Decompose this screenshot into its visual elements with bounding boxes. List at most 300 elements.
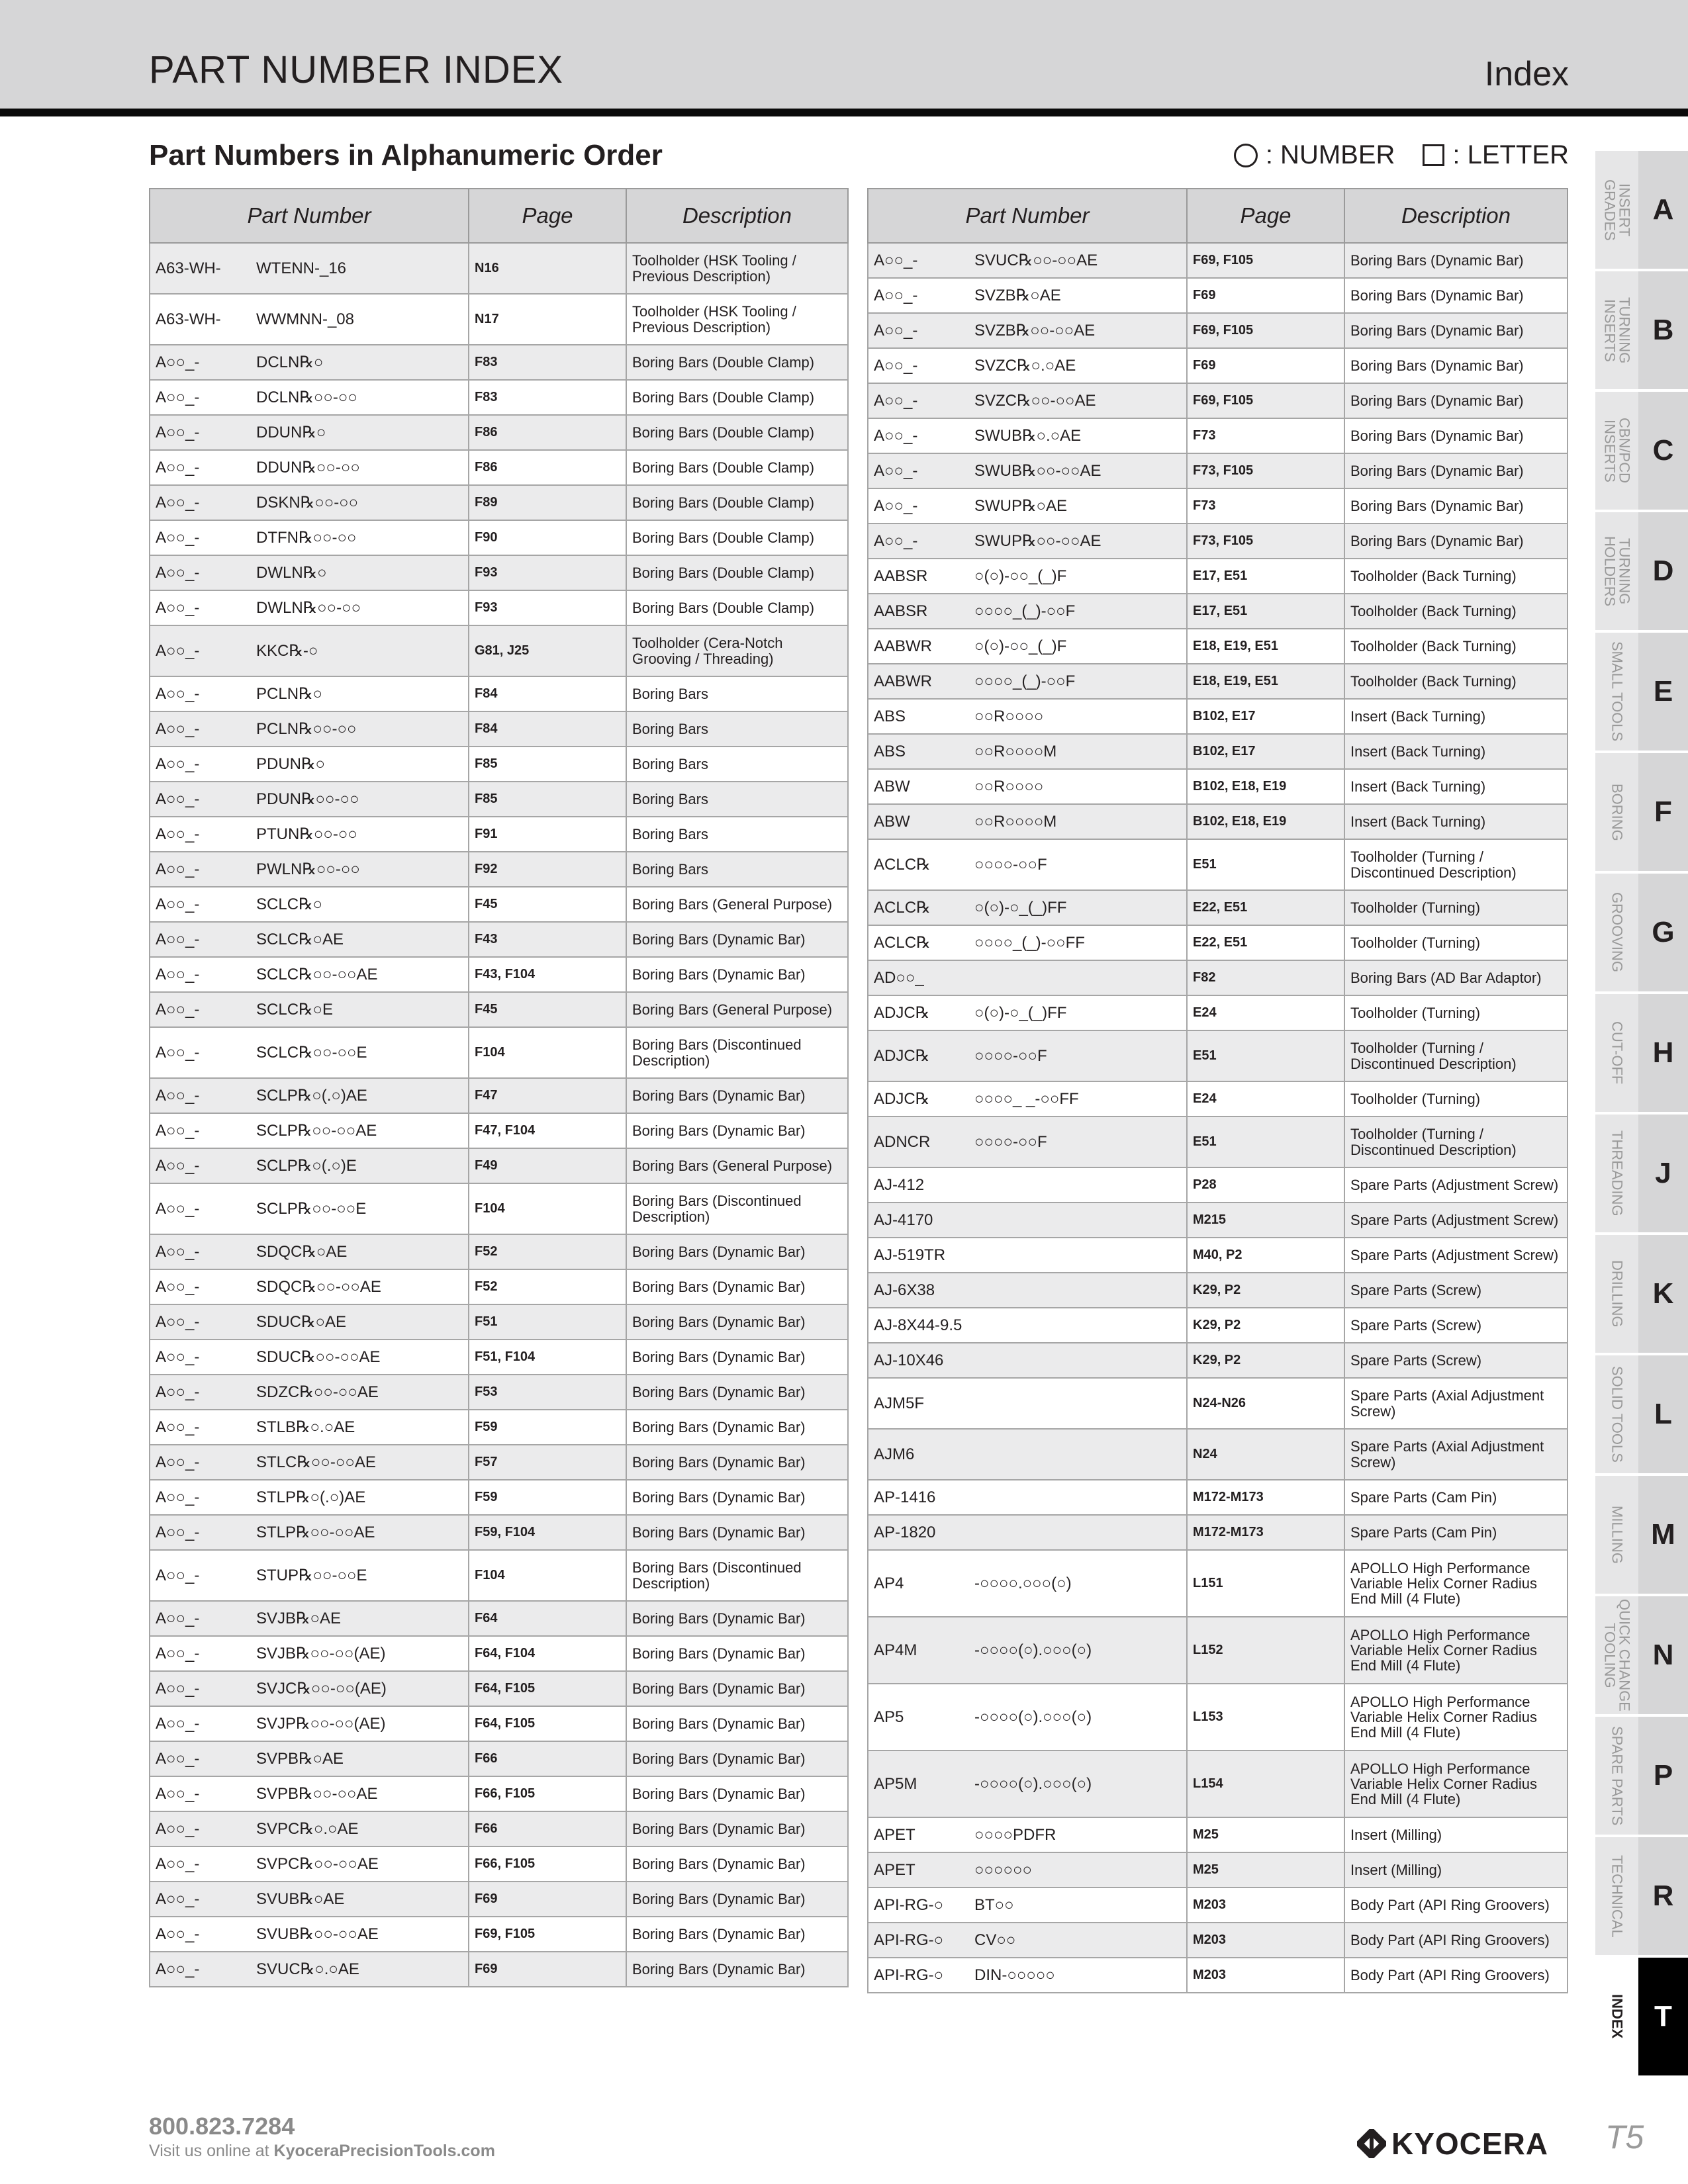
part-prefix: AABSR: [874, 602, 928, 620]
part-suffix: DCLN℞○: [256, 353, 324, 371]
part-suffix: SVJP℞○○-○○(AE): [256, 1714, 386, 1733]
part-number-cell: [150, 450, 469, 485]
table-row: [868, 383, 1568, 418]
part-prefix: AJM5F: [874, 1394, 925, 1412]
part-prefix: A○○_-: [874, 321, 918, 340]
part-prefix: A○○_-: [156, 1609, 200, 1627]
table-row: [150, 782, 848, 817]
description-cell: Boring Bars (Dynamic Bar): [626, 1952, 848, 1987]
part-prefix: AABWR: [874, 637, 933, 655]
section-title: Part Numbers in Alphanumeric Order: [149, 139, 663, 171]
part-prefix: APET: [874, 1825, 915, 1844]
section-tab-t[interactable]: [1595, 1958, 1688, 2075]
page-ref-cell: F66: [469, 1741, 626, 1776]
part-suffix: -○○○○.○○○(○): [974, 1574, 1072, 1592]
part-number-cell: [868, 1167, 1187, 1203]
part-suffix: DDUN℞○○-○○: [256, 458, 360, 477]
page-ref-cell: F64: [469, 1601, 626, 1636]
section-tab-c[interactable]: [1595, 392, 1688, 510]
part-suffix: SWUB℞○.○AE: [974, 426, 1082, 445]
page-ref-cell: E17, E51: [1187, 594, 1344, 629]
part-number-cell: [868, 734, 1187, 769]
section-tab-label: TURNING HOLDERS: [1601, 535, 1633, 607]
description-cell: Boring Bars (Dynamic Bar): [626, 1304, 848, 1340]
part-prefix: A○○_-: [156, 493, 200, 512]
description-cell: Boring Bars (Dynamic Bar): [626, 1445, 848, 1480]
section-tab-label: TECHNICAL: [1609, 1854, 1626, 1938]
part-prefix: A○○_-: [156, 1242, 200, 1261]
part-suffix: ○○R○○○○M: [974, 812, 1057, 831]
part-suffix: SVUC℞○.○AE: [256, 1960, 359, 1978]
part-prefix: API-RG-○: [874, 1931, 944, 1949]
description-cell: Boring Bars (Double Clamp): [626, 555, 848, 590]
table-row: [150, 992, 848, 1027]
page-ref-cell: N24: [1187, 1429, 1344, 1480]
section-tab-label: SPARE PARTS: [1609, 1725, 1626, 1826]
part-number-cell: [150, 1917, 469, 1952]
page-ref-cell: F49: [469, 1148, 626, 1183]
table-row: [868, 890, 1568, 925]
section-tab-a[interactable]: [1595, 151, 1688, 269]
description-cell: Boring Bars (Dynamic Bar): [1344, 278, 1568, 313]
part-suffix: PTUN℞○○-○○: [256, 825, 357, 843]
section-tab-letter: T: [1638, 1958, 1688, 2075]
section-tab-m[interactable]: [1595, 1476, 1688, 1594]
part-prefix: A○○_-: [874, 461, 918, 480]
description-cell: Toolholder (Back Turning): [1344, 594, 1568, 629]
part-number-cell: [868, 1081, 1187, 1116]
part-suffix: DWLN℞○: [256, 563, 327, 582]
part-suffix: DDUN℞○: [256, 423, 326, 441]
footer-visit: [149, 2142, 495, 2161]
part-prefix: A○○_-: [156, 423, 200, 441]
page-number: T5: [1605, 2118, 1644, 2156]
table-row: [868, 1684, 1568, 1751]
part-number-cell: [150, 590, 469, 625]
part-suffix: SVZB℞○○-○○AE: [974, 321, 1096, 340]
page-ref-cell: F57: [469, 1445, 626, 1480]
part-number-cell: [150, 243, 469, 294]
description-cell: Boring Bars: [626, 852, 848, 887]
part-prefix: ABW: [874, 812, 910, 831]
page-ref-cell: F89: [469, 485, 626, 520]
part-suffix: SVJB℞○AE: [256, 1609, 342, 1627]
part-number-cell: [150, 676, 469, 711]
table-row: [868, 1480, 1568, 1515]
section-tab-label: GROOVING: [1609, 892, 1626, 973]
table-row: [868, 453, 1568, 488]
page-ref-cell: P28: [1187, 1167, 1344, 1203]
part-prefix: A○○_-: [156, 1312, 200, 1331]
section-tab-b[interactable]: [1595, 271, 1688, 389]
table-row: [150, 1811, 848, 1846]
table-row: [150, 711, 848, 747]
table-row: [150, 1340, 848, 1375]
table-row: [150, 1776, 848, 1811]
part-number-cell: [150, 1515, 469, 1550]
table-row: [868, 1429, 1568, 1480]
part-number-cell: [868, 1116, 1187, 1167]
page-ref-cell: F45: [469, 992, 626, 1027]
part-prefix: AP5M: [874, 1774, 917, 1793]
table-row: [150, 1706, 848, 1741]
table-row: [150, 485, 848, 520]
page-ref-cell: F64, F104: [469, 1636, 626, 1671]
description-cell: Boring Bars (Dynamic Bar): [626, 1515, 848, 1550]
part-suffix: SVPB℞○AE: [256, 1749, 344, 1768]
page-ref-cell: F69, F105: [1187, 313, 1344, 348]
page-ref-cell: F69, F105: [1187, 243, 1344, 278]
symbol-legend: [1234, 140, 1569, 170]
page-ref-cell: B102, E17: [1187, 734, 1344, 769]
table-row: [150, 1515, 848, 1550]
description-cell: Boring Bars (General Purpose): [626, 1148, 848, 1183]
part-prefix: A○○_-: [156, 563, 200, 582]
part-prefix: AJM6: [874, 1445, 915, 1463]
part-number-cell: [868, 383, 1187, 418]
page-ref-cell: F69, F105: [469, 1917, 626, 1952]
part-number-cell: [868, 1238, 1187, 1273]
description-cell: Boring Bars (Dynamic Bar): [626, 1078, 848, 1113]
part-prefix: A○○_-: [156, 1277, 200, 1296]
description-cell: Spare Parts (Adjustment Screw): [1344, 1203, 1568, 1238]
description-cell: Insert (Back Turning): [1344, 804, 1568, 839]
description-cell: Insert (Milling): [1344, 1817, 1568, 1852]
part-table-right: [867, 188, 1568, 1993]
section-tab-letter: B: [1638, 271, 1688, 389]
part-suffix: SDUC℞○AE: [256, 1312, 347, 1331]
page-ref-cell: F64, F105: [469, 1706, 626, 1741]
part-suffix: SCLP℞○○-○○AE: [256, 1121, 377, 1140]
table-row: [868, 1751, 1568, 1817]
page-ref-cell: F104: [469, 1183, 626, 1234]
part-number-cell: [150, 1952, 469, 1987]
page-ref-cell: F66, F105: [469, 1846, 626, 1882]
table-row: [150, 922, 848, 957]
section-tab-label: DRILLING: [1609, 1260, 1626, 1328]
part-prefix: AJ-4170: [874, 1210, 933, 1229]
part-prefix: ADJC℞: [874, 1046, 930, 1065]
section-tab-l[interactable]: [1595, 1355, 1688, 1473]
section-tabs: [1595, 151, 1688, 2078]
page-ref-cell: F47: [469, 1078, 626, 1113]
part-prefix: AABSR: [874, 567, 928, 585]
part-prefix: AJ-8X44-9.5: [874, 1316, 962, 1334]
section-tab-letter: G: [1638, 874, 1688, 991]
table-row: [150, 1304, 848, 1340]
part-suffix: ○○○○-○○F: [974, 1046, 1047, 1065]
table-row: [150, 1882, 848, 1917]
description-cell: Toolholder (HSK Tooling / Previous Description): [626, 243, 848, 294]
description-cell: Boring Bars (Dynamic Bar): [626, 1234, 848, 1269]
description-cell: Boring Bars (Dynamic Bar): [626, 1480, 848, 1515]
part-number-cell: [868, 313, 1187, 348]
part-number-cell: [868, 1550, 1187, 1617]
page-title: PART NUMBER INDEX: [149, 48, 564, 91]
table-row: [150, 1601, 848, 1636]
page-ref-cell: F59: [469, 1480, 626, 1515]
description-cell: Boring Bars (Dynamic Bar): [626, 1636, 848, 1671]
part-suffix: ○(○)-○○_(_)F: [974, 567, 1067, 585]
column-header-page: Page: [1187, 189, 1344, 243]
page-ref-cell: F104: [469, 1550, 626, 1601]
section-label: Index: [1484, 55, 1569, 93]
description-cell: Boring Bars: [626, 782, 848, 817]
part-suffix: SCLC℞○○-○○E: [256, 1043, 367, 1062]
description-cell: Boring Bars (Dynamic Bar): [626, 1340, 848, 1375]
part-prefix: A○○_-: [156, 790, 200, 808]
description-cell: Boring Bars (Double Clamp): [626, 415, 848, 450]
section-tab-letter: F: [1638, 753, 1688, 871]
part-number-cell: [150, 485, 469, 520]
section-tab-k[interactable]: [1595, 1235, 1688, 1353]
part-suffix: SCLC℞○AE: [256, 930, 344, 948]
part-prefix: AJ-412: [874, 1175, 925, 1194]
section-tab-f[interactable]: [1595, 753, 1688, 871]
part-number-cell: [868, 1343, 1187, 1378]
description-cell: Spare Parts (Axial Adjustment Screw): [1344, 1378, 1568, 1429]
part-suffix: ○○○○PDFR: [974, 1825, 1056, 1844]
page-ref-cell: L151: [1187, 1550, 1344, 1617]
part-number-cell: [150, 1027, 469, 1078]
section-tab-letter: M: [1638, 1476, 1688, 1594]
part-prefix: A○○_-: [156, 458, 200, 477]
table-row: [150, 1952, 848, 1987]
part-prefix: AP-1416: [874, 1488, 936, 1506]
part-prefix: A○○_-: [874, 251, 918, 269]
part-suffix: PCLN℞○○-○○: [256, 719, 357, 738]
part-number-cell: [868, 418, 1187, 453]
part-prefix: A○○_-: [156, 1199, 200, 1218]
section-tab-label: SOLID TOOLS: [1609, 1366, 1626, 1463]
part-suffix: SCLP℞○(.○)AE: [256, 1086, 367, 1105]
section-tab-h[interactable]: [1595, 994, 1688, 1112]
page-ref-cell: F52: [469, 1269, 626, 1304]
section-tab-j[interactable]: [1595, 1115, 1688, 1232]
part-prefix: A○○_-: [156, 1819, 200, 1838]
footer-website-link[interactable]: KyoceraPrecisionTools.com: [273, 2142, 495, 2160]
page-ref-cell: E18, E19, E51: [1187, 629, 1344, 664]
description-cell: Boring Bars (Dynamic Bar): [626, 1269, 848, 1304]
table-row: [868, 1203, 1568, 1238]
page-ref-cell: F45: [469, 887, 626, 922]
legend-number-label: : NUMBER: [1265, 140, 1395, 169]
page-ref-cell: F86: [469, 450, 626, 485]
description-cell: Spare Parts (Cam Pin): [1344, 1480, 1568, 1515]
section-tab-n[interactable]: [1595, 1596, 1688, 1714]
part-suffix: PDUN℞○: [256, 754, 326, 773]
page-ref-cell: K29, P2: [1187, 1273, 1344, 1308]
part-number-cell: [150, 1375, 469, 1410]
part-prefix: A○○_-: [156, 1889, 200, 1908]
part-number-cell: [868, 1751, 1187, 1817]
table-row: [868, 925, 1568, 960]
part-prefix: A○○_-: [156, 1488, 200, 1506]
part-prefix: A○○_-: [156, 388, 200, 406]
part-suffix: PDUN℞○○-○○: [256, 790, 359, 808]
part-number-cell: [150, 1148, 469, 1183]
section-tab-label: INSERT GRADES: [1601, 179, 1633, 241]
page-ref-cell: F52: [469, 1234, 626, 1269]
page-ref-cell: F66, F105: [469, 1776, 626, 1811]
page-ref-cell: E51: [1187, 839, 1344, 890]
section-tab-g[interactable]: [1595, 874, 1688, 991]
description-cell: Toolholder (Turning / Discontinued Description): [1344, 839, 1568, 890]
table-row: [868, 1888, 1568, 1923]
description-cell: Boring Bars: [626, 817, 848, 852]
description-cell: Boring Bars (Dynamic Bar): [1344, 243, 1568, 278]
part-number-cell: [150, 555, 469, 590]
part-prefix: A○○_-: [156, 754, 200, 773]
page-ref-cell: F53: [469, 1375, 626, 1410]
description-cell: Toolholder (Turning): [1344, 925, 1568, 960]
part-suffix: ○○R○○○○: [974, 777, 1044, 796]
table-row: [150, 1078, 848, 1113]
page-ref-cell: F73: [1187, 488, 1344, 523]
part-prefix: A○○_-: [156, 930, 200, 948]
description-cell: Body Part (API Ring Groovers): [1344, 1923, 1568, 1958]
part-number-cell: [868, 1308, 1187, 1343]
description-cell: Boring Bars (Double Clamp): [626, 590, 848, 625]
page-ref-cell: F84: [469, 676, 626, 711]
part-prefix: AP5: [874, 1707, 904, 1726]
section-tab-letter: R: [1638, 1837, 1688, 1955]
part-suffix: -○○○○(○).○○○(○): [974, 1707, 1092, 1726]
description-cell: Boring Bars (Dynamic Bar): [626, 1601, 848, 1636]
description-cell: Toolholder (Back Turning): [1344, 629, 1568, 664]
part-number-cell: [150, 1304, 469, 1340]
description-cell: APOLLO High Performance Variable Helix Corner Radius End Mill (4 Flute): [1344, 1550, 1568, 1617]
page-ref-cell: G81, J25: [469, 625, 626, 676]
section-tab-r[interactable]: [1595, 1837, 1688, 1955]
description-cell: Boring Bars (Dynamic Bar): [626, 1882, 848, 1917]
part-prefix: ABS: [874, 707, 906, 725]
part-number-cell: [150, 817, 469, 852]
part-suffix: SCLC℞○: [256, 895, 323, 913]
section-tab-label: MILLING: [1609, 1505, 1626, 1565]
part-prefix: ACLC℞: [874, 933, 931, 952]
table-row: [868, 995, 1568, 1030]
page-ref-cell: M203: [1187, 1958, 1344, 1993]
part-prefix: A○○_-: [874, 531, 918, 550]
part-prefix: A○○_-: [156, 1453, 200, 1471]
description-cell: Boring Bars: [626, 676, 848, 711]
table-row: [868, 1308, 1568, 1343]
table-row: [868, 1081, 1568, 1116]
part-number-cell: [150, 747, 469, 782]
kyocera-logo-icon: [1357, 2129, 1386, 2158]
part-number-cell: [150, 380, 469, 415]
part-suffix: SVUB℞○○-○○AE: [256, 1925, 379, 1943]
part-prefix: ABW: [874, 777, 910, 796]
section-tab-letter: L: [1638, 1355, 1688, 1473]
part-suffix: WTENN-_16: [256, 259, 347, 277]
description-cell: Boring Bars (Dynamic Bar): [626, 957, 848, 992]
part-suffix: SWUB℞○○-○○AE: [974, 461, 1102, 480]
part-prefix: A○○_-: [156, 1749, 200, 1768]
table-row: [150, 1846, 848, 1882]
table-row: [150, 1410, 848, 1445]
part-prefix: A○○_-: [156, 719, 200, 738]
section-tab-letter: K: [1638, 1235, 1688, 1353]
description-cell: Boring Bars (Dynamic Bar): [1344, 453, 1568, 488]
footer-phone: 800.823.7284: [149, 2113, 295, 2140]
description-cell: Boring Bars (Dynamic Bar): [626, 1741, 848, 1776]
page-ref-cell: B102, E17: [1187, 699, 1344, 734]
part-number-cell: [150, 625, 469, 676]
part-number-cell: [868, 1852, 1187, 1888]
table-row: [150, 1480, 848, 1515]
part-number-cell: [868, 1030, 1187, 1081]
table-row: [868, 1958, 1568, 1993]
section-tab-letter: A: [1638, 151, 1688, 269]
part-suffix: PWLN℞○○-○○: [256, 860, 360, 878]
part-number-cell: [868, 839, 1187, 890]
description-cell: Boring Bars (Double Clamp): [626, 520, 848, 555]
part-number-cell: [150, 1234, 469, 1269]
part-prefix: A○○_-: [156, 1960, 200, 1978]
description-cell: Boring Bars: [626, 747, 848, 782]
part-number-cell: [868, 348, 1187, 383]
part-suffix: STLP℞○○-○○AE: [256, 1523, 375, 1541]
table-row: [150, 1113, 848, 1148]
part-suffix: KKC℞-○: [256, 641, 318, 660]
part-prefix: AJ-10X46: [874, 1351, 944, 1369]
description-cell: Boring Bars (Dynamic Bar): [626, 1410, 848, 1445]
table-row: [868, 839, 1568, 890]
part-prefix: A○○_-: [156, 1523, 200, 1541]
description-cell: Insert (Back Turning): [1344, 769, 1568, 804]
description-cell: Toolholder (Back Turning): [1344, 664, 1568, 699]
page-ref-cell: F69: [469, 1952, 626, 1987]
part-suffix: -○○○○(○).○○○(○): [974, 1774, 1092, 1793]
part-number-cell: [868, 1684, 1187, 1751]
part-number-cell: [868, 1617, 1187, 1684]
part-suffix: SVUC℞○○-○○AE: [974, 251, 1098, 269]
page-ref-cell: L153: [1187, 1684, 1344, 1751]
table-row: [150, 294, 848, 345]
page-ref-cell: E17, E51: [1187, 559, 1344, 594]
part-suffix: SCLC℞○E: [256, 1000, 334, 1019]
page-ref-cell: M172-M173: [1187, 1515, 1344, 1550]
table-row: [868, 769, 1568, 804]
table-row: [868, 1852, 1568, 1888]
part-prefix: A○○_-: [156, 1121, 200, 1140]
table-row: [868, 594, 1568, 629]
section-tab-p[interactable]: [1595, 1717, 1688, 1835]
part-number-cell: [150, 1183, 469, 1234]
page-ref-cell: F83: [469, 380, 626, 415]
page-ref-cell: E24: [1187, 995, 1344, 1030]
part-suffix: SVZC℞○.○AE: [974, 356, 1076, 375]
page-ref-cell: E51: [1187, 1116, 1344, 1167]
page-ref-cell: M25: [1187, 1817, 1344, 1852]
part-number-cell: [150, 782, 469, 817]
part-prefix: A○○_-: [874, 286, 918, 304]
description-cell: Boring Bars (Discontinued Description): [626, 1550, 848, 1601]
part-number-cell: [150, 957, 469, 992]
description-cell: Toolholder (Back Turning): [1344, 559, 1568, 594]
table-row: [868, 1343, 1568, 1378]
table-row: [868, 243, 1568, 278]
part-prefix: A○○_-: [156, 1086, 200, 1105]
square-icon: [1423, 144, 1444, 166]
part-number-cell: [868, 804, 1187, 839]
section-tab-e[interactable]: [1595, 633, 1688, 751]
section-tab-letter: H: [1638, 994, 1688, 1112]
table-row: [868, 1923, 1568, 1958]
section-tab-d[interactable]: [1595, 512, 1688, 630]
